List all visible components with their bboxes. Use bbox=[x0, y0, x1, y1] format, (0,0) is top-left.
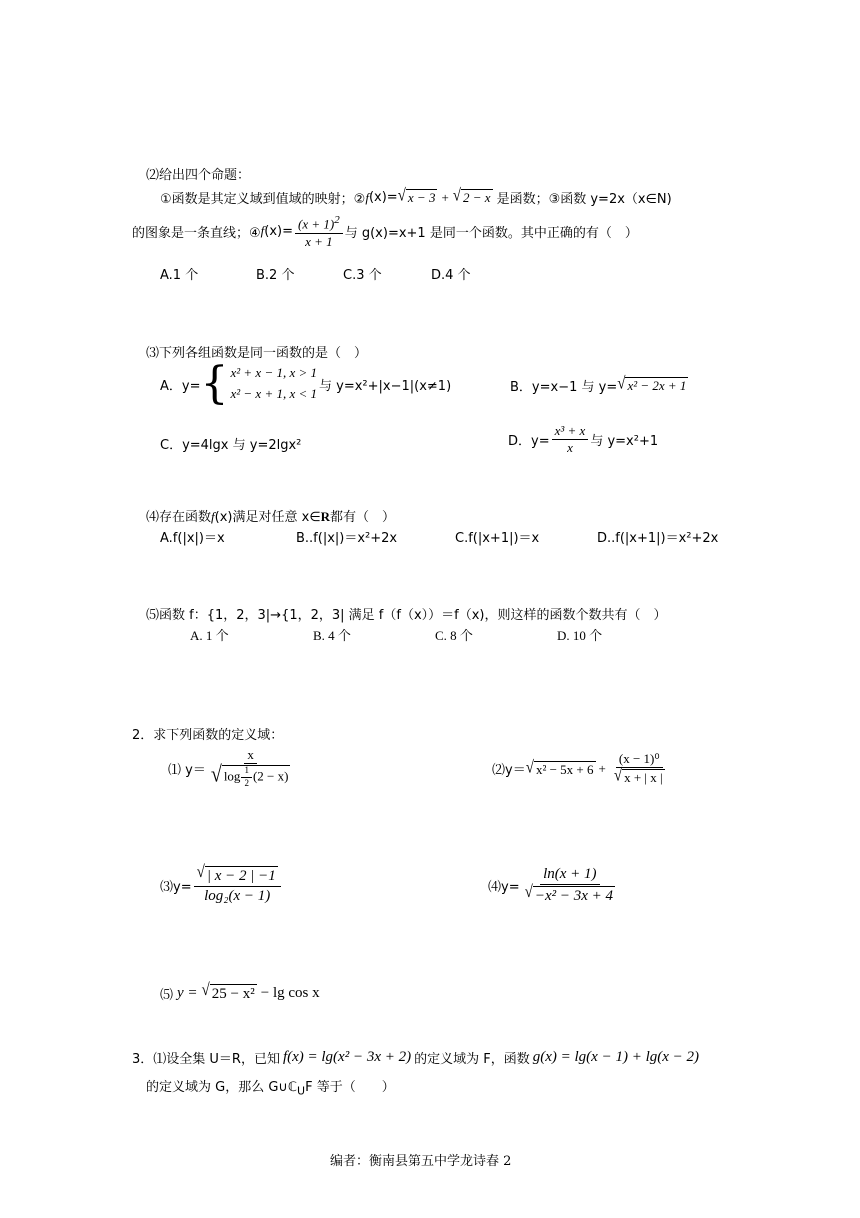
q2-p2-label: ⑵y＝ bbox=[492, 763, 526, 779]
q1-2-option-a: A.1 个 bbox=[160, 268, 199, 283]
page-footer: 编者：衡南县第五中学龙诗春 2 bbox=[330, 1154, 512, 1169]
q1-2-line2-c: 与 g(x)=x+1 是同一个函数。其中正确的有（ ） bbox=[344, 225, 638, 241]
q3-line1-a: 3．⑴设全集 U＝R，已知 bbox=[132, 1052, 280, 1067]
q3-line1 bbox=[132, 1048, 699, 1067]
q2-part1 bbox=[168, 748, 295, 789]
q3-line1-b: 的定义域为 F，函数 bbox=[414, 1052, 530, 1067]
fraction-x1sq-over-x1: $\frac{(x + 1)^2}{x + 1}$ bbox=[295, 214, 343, 249]
q1-2-option-d: D.4 个 bbox=[431, 268, 471, 283]
q1-3-option-d bbox=[508, 424, 658, 456]
sqrt-25-x2: √ 25 − x² bbox=[201, 981, 255, 1002]
q2-header: 2．求下列函数的定义域： bbox=[132, 728, 284, 743]
q1-4-option-c: C.f(|x+1|)＝x bbox=[455, 531, 540, 546]
piecewise-brace: { x² + x − 1, x > 1 x² − x + 1, x < 1 bbox=[200, 358, 318, 409]
q1-4-option-b: B..f(|x|)＝x²+2x bbox=[296, 531, 398, 546]
q1-2-line1-fx: f bbox=[365, 189, 369, 205]
q1-4-option-a: A.f(|x|)＝x bbox=[160, 531, 225, 546]
piecewise-case-1: x² + x − 1, x > 1 bbox=[230, 365, 318, 381]
fraction-x3x-over-x: $\frac{\text{x³ + x}}{x}$ bbox=[552, 424, 589, 456]
q1-3-option-a bbox=[160, 358, 452, 409]
q2-p1-label: ⑴ y＝ bbox=[168, 763, 206, 779]
q3-g-expression: g(x) = lg(x − 1) + lg(x − 2) bbox=[532, 1049, 700, 1065]
sqrt-x-3: √ x − 3 bbox=[397, 186, 436, 206]
q2-part4 bbox=[488, 866, 620, 905]
q1-2-line2-a: 的图象是一条直线；④ bbox=[132, 225, 261, 241]
fraction-sqrt-over-log2: √ | x − 2 | −1 log₂(x − 1) bbox=[194, 866, 281, 905]
q2-part3 bbox=[160, 863, 283, 905]
q1-3-option-c: C．y=4lgx 与 y=2lgx² bbox=[160, 438, 302, 453]
q2-p3-label: ⑶y= bbox=[160, 879, 192, 895]
q2-p5-tail: − lg cos x bbox=[260, 985, 320, 1001]
q1-5-option-c: C. 8 个 bbox=[435, 628, 473, 643]
q2-p4-label: ⑷y= bbox=[488, 879, 520, 895]
q1-5-option-d: D. 10 个 bbox=[557, 628, 603, 643]
q1-4-option-d: D..f(|x+1|)＝x²+2x bbox=[597, 531, 719, 546]
q1-3-a-label: A．y= bbox=[160, 378, 201, 394]
q1-2-line1 bbox=[160, 188, 672, 207]
q1-3-b-label: B．y=x−1 与 y= bbox=[510, 380, 618, 395]
sqrt-2-x: √ 2 − x bbox=[452, 186, 491, 206]
q1-3-header: ⑶下列各组函数是同一函数的是（ ） bbox=[146, 346, 368, 361]
q1-3-d-tail: 与 y=x²+1 bbox=[590, 434, 659, 450]
q1-3-option-b bbox=[510, 376, 688, 395]
q1-2-line2-fx: f bbox=[260, 223, 265, 239]
q3-line2: 的定义域为 G，那么 G∪ℂ$_U$F 等于（ ） bbox=[146, 1080, 395, 1098]
q1-2-line1-c: 是函数；③函数 y=2x（x∈N) bbox=[496, 192, 672, 207]
q1-5-option-a: A. 1 个 bbox=[190, 628, 229, 643]
q1-3-d-label: D．y= bbox=[508, 434, 550, 450]
sqrt-x2-2x-1: √ x² − 2x + 1 bbox=[617, 374, 687, 394]
q1-3-a-tail: 与 y=x²+|x−1|(x≠1) bbox=[319, 378, 452, 394]
q1-2-line1-a: ①函数是其定义域到值域的映射；② bbox=[160, 192, 366, 207]
q1-2-line2-b: (x)= bbox=[264, 223, 294, 239]
q1-2-line2 bbox=[132, 214, 638, 249]
plus-sign: + bbox=[598, 760, 606, 776]
q2-part2 bbox=[492, 752, 670, 786]
q2-part5 bbox=[160, 981, 320, 1003]
q1-2-header: ⑵给出四个命题： bbox=[146, 168, 251, 183]
plus-sign: + bbox=[441, 189, 449, 205]
sqrt-x2-5x-6: √ x² − 5x + 6 bbox=[525, 758, 594, 777]
piecewise-case-2: x² − x + 1, x < 1 bbox=[230, 386, 318, 401]
fraction-x-over-sqrt-log: x √ log $\frac{1}{2}$ (2 − x) bbox=[210, 747, 289, 789]
q1-2-option-c: C.3 个 bbox=[343, 268, 382, 283]
q2-p5-y: y = bbox=[177, 985, 198, 1001]
fraction-x1pow0-over-sqrt: (x − 1)⁰ √ x + | x | bbox=[613, 751, 663, 786]
q3-f-expression: f(x) = lg(x² − 3x + 2) bbox=[282, 1049, 412, 1065]
q1-2-line1-b: (x)= bbox=[368, 190, 398, 205]
q1-2-option-b: B.2 个 bbox=[256, 268, 295, 283]
q1-4-header: ⑷存在函数f(x)满足对任意 x∈R都有（ ） bbox=[146, 509, 396, 525]
fraction-ln-over-sqrt: ln(x + 1) √ −x² − 3x + 4 bbox=[524, 866, 614, 904]
q1-5-option-b: B. 4 个 bbox=[313, 628, 351, 643]
q2-p5-label: ⑸ bbox=[160, 987, 174, 1002]
q1-5-header: ⑸函数 f：{1，2，3|→{1，2，3| 满足 f（f（x））＝f（x)，则这样的函数个数共有（ ） bbox=[146, 608, 667, 623]
